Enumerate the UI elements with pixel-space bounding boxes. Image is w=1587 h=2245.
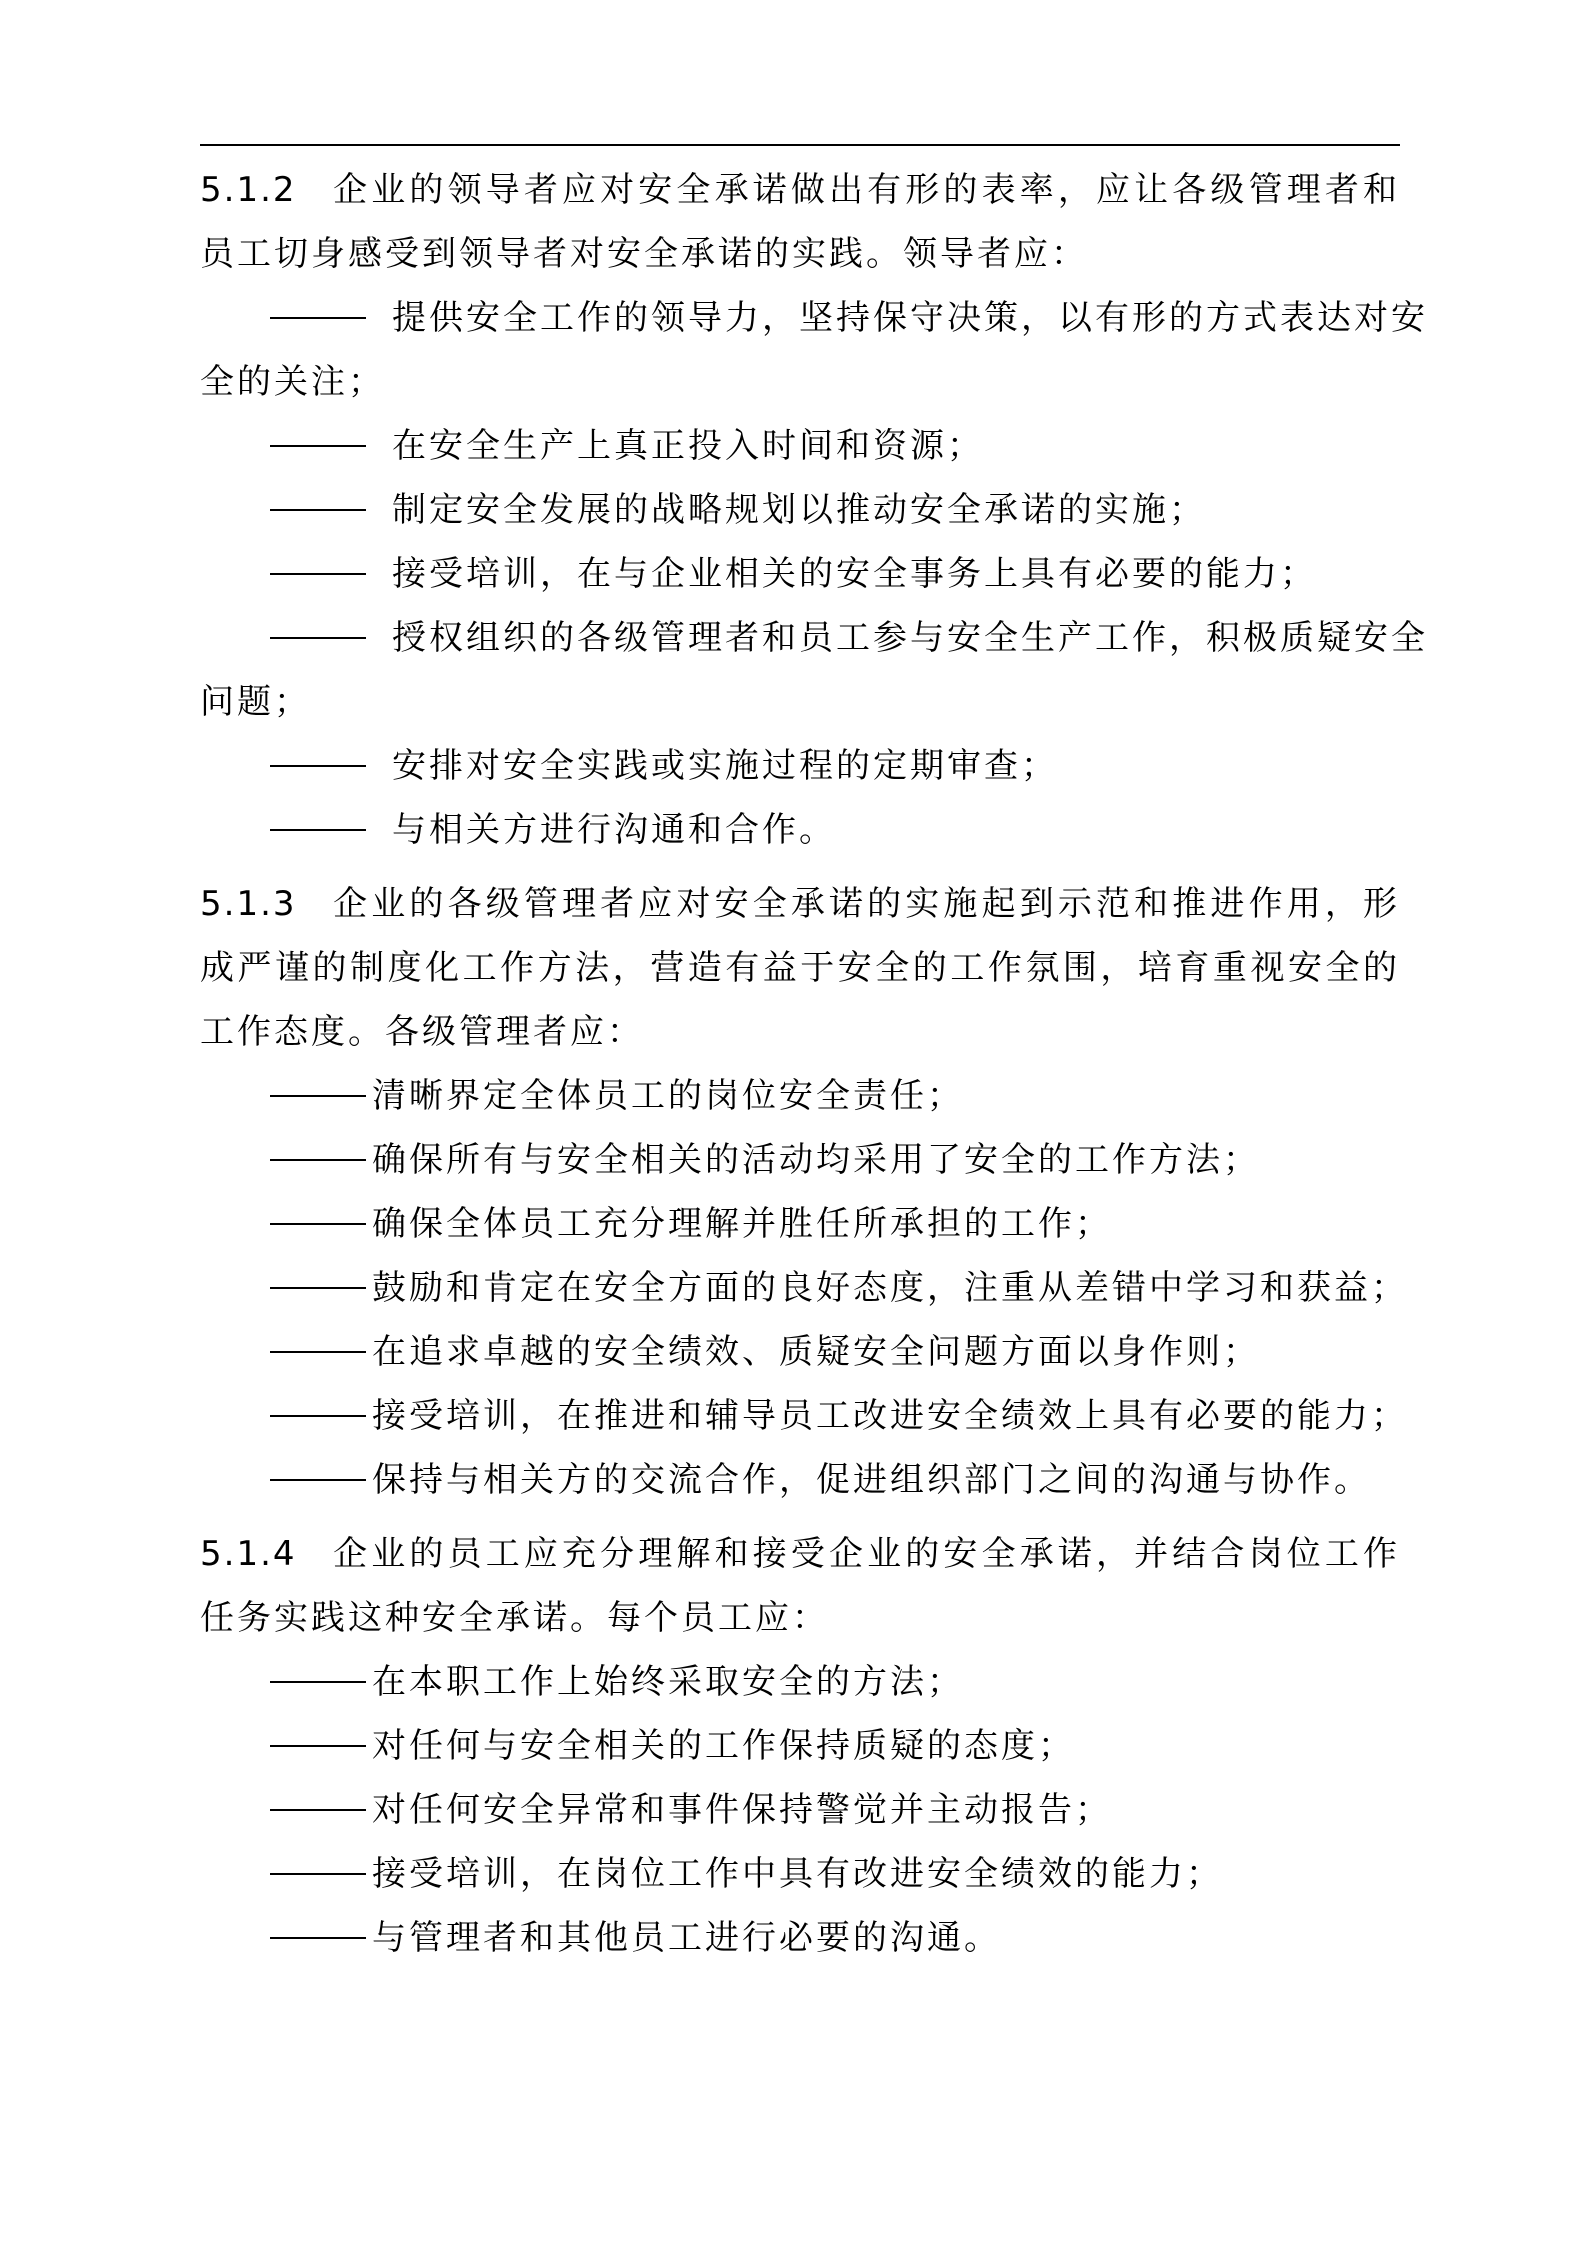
- em-dash-bullet: [270, 1873, 366, 1875]
- em-dash-bullet: [270, 1287, 366, 1289]
- list-item-text: 接受培训，在推进和辅导员工改进安全绩效上具有必要的能力；: [372, 1396, 1408, 1436]
- list-item-text: 提供安全工作的领导力，坚持保守决策，以有形的方式表达对安: [392, 298, 1428, 338]
- list-item: [200, 1192, 1400, 1256]
- paragraph-text: 企业的领导者应对安全承诺做出有形的表率，应让各级管理者和: [332, 170, 1400, 210]
- list-item-text: 接受培训，在岗位工作中具有改进安全绩效的能力；: [372, 1854, 1223, 1894]
- em-dash-bullet: [270, 637, 366, 639]
- section-intro-line: [200, 1522, 1400, 1586]
- section-number: 5.1.2: [200, 170, 297, 210]
- section-intro-line: [200, 158, 1400, 222]
- em-dash-bullet: [270, 1351, 366, 1353]
- list-item: [200, 798, 1400, 862]
- section-intro-line: 工作态度。各级管理者应：: [200, 1012, 644, 1052]
- em-dash-bullet: [270, 1223, 366, 1225]
- em-dash-bullet: [270, 1681, 366, 1683]
- list-item: [200, 1384, 1408, 1448]
- header-rule: [200, 144, 1400, 146]
- list-item-text: 与管理者和其他员工进行必要的沟通。: [372, 1918, 1001, 1958]
- em-dash-bullet: [270, 1937, 366, 1939]
- list-item: [200, 1320, 1400, 1384]
- em-dash-bullet: [270, 1479, 366, 1481]
- list-item: [200, 606, 1428, 670]
- list-item: [200, 734, 1400, 798]
- list-item-text: 在安全生产上真正投入时间和资源；: [392, 426, 984, 466]
- list-item-text: 制定安全发展的战略规划以推动安全承诺的实施；: [392, 490, 1206, 530]
- list-item: [200, 1448, 1400, 1512]
- section-intro-line: 成严谨的制度化工作方法，营造有益于安全的工作氛围，培育重视安全的: [200, 948, 1400, 988]
- section-number: 5.1.4: [200, 1534, 297, 1574]
- em-dash-bullet: [270, 445, 366, 447]
- list-item-text: 确保所有与安全相关的活动均采用了安全的工作方法；: [372, 1140, 1260, 1180]
- list-item: [200, 1842, 1400, 1906]
- list-item-text: 在本职工作上始终采取安全的方法；: [372, 1662, 964, 1702]
- em-dash-bullet: [270, 765, 366, 767]
- list-item-text: 对任何安全异常和事件保持警觉并主动报告；: [372, 1790, 1112, 1830]
- em-dash-bullet: [270, 1415, 366, 1417]
- list-item: [200, 286, 1428, 350]
- list-item: [200, 414, 1400, 478]
- list-item: [200, 1128, 1400, 1192]
- paragraph-text: 企业的员工应充分理解和接受企业的安全承诺，并结合岗位工作: [332, 1534, 1400, 1574]
- em-dash-bullet: [270, 1809, 366, 1811]
- em-dash-bullet: [270, 1745, 366, 1747]
- list-item: [200, 1906, 1400, 1970]
- section-5-1-4: [200, 1522, 1400, 1970]
- list-item-text: 授权组织的各级管理者和员工参与安全生产工作，积极质疑安全: [392, 618, 1428, 658]
- list-item: [200, 478, 1400, 542]
- list-item-text: 保持与相关方的交流合作，促进组织部门之间的沟通与协作。: [372, 1460, 1371, 1500]
- list-item: [200, 542, 1400, 606]
- em-dash-bullet: [270, 1159, 366, 1161]
- section-number: 5.1.3: [200, 884, 297, 924]
- list-item: [200, 1256, 1408, 1320]
- em-dash-bullet: [270, 573, 366, 575]
- list-item-text: 对任何与安全相关的工作保持质疑的态度；: [372, 1726, 1075, 1766]
- list-item: [200, 1064, 1400, 1128]
- list-item-text: 与相关方进行沟通和合作。: [392, 810, 836, 850]
- list-item: [200, 1714, 1400, 1778]
- section-intro-line: 员工切身感受到领导者对安全承诺的实践。领导者应：: [200, 234, 1088, 274]
- list-item-text: 在追求卓越的安全绩效、质疑安全问题方面以身作则；: [372, 1332, 1260, 1372]
- document-body: [200, 158, 1428, 1970]
- em-dash-bullet: [270, 509, 366, 511]
- list-item-text: 安排对安全实践或实施过程的定期审查；: [392, 746, 1058, 786]
- section-5-1-3: [200, 872, 1408, 1512]
- em-dash-bullet: [270, 1095, 366, 1097]
- list-item: [200, 1778, 1400, 1842]
- list-item: [200, 1650, 1400, 1714]
- list-item-text: 接受培训，在与企业相关的安全事务上具有必要的能力；: [392, 554, 1317, 594]
- em-dash-bullet: [270, 317, 366, 319]
- list-item-continuation: 全的关注；: [200, 362, 385, 402]
- list-item-continuation: 问题；: [200, 682, 311, 722]
- section-intro-line: [200, 872, 1400, 936]
- section-5-1-2: [200, 158, 1428, 862]
- section-intro-line: 任务实践这种安全承诺。每个员工应：: [200, 1598, 829, 1638]
- list-item-text: 鼓励和肯定在安全方面的良好态度，注重从差错中学习和获益；: [372, 1268, 1408, 1308]
- list-item-text: 清晰界定全体员工的岗位安全责任；: [372, 1076, 964, 1116]
- em-dash-bullet: [270, 829, 366, 831]
- list-item-text: 确保全体员工充分理解并胜任所承担的工作；: [372, 1204, 1112, 1244]
- paragraph-text: 企业的各级管理者应对安全承诺的实施起到示范和推进作用，形: [332, 884, 1400, 924]
